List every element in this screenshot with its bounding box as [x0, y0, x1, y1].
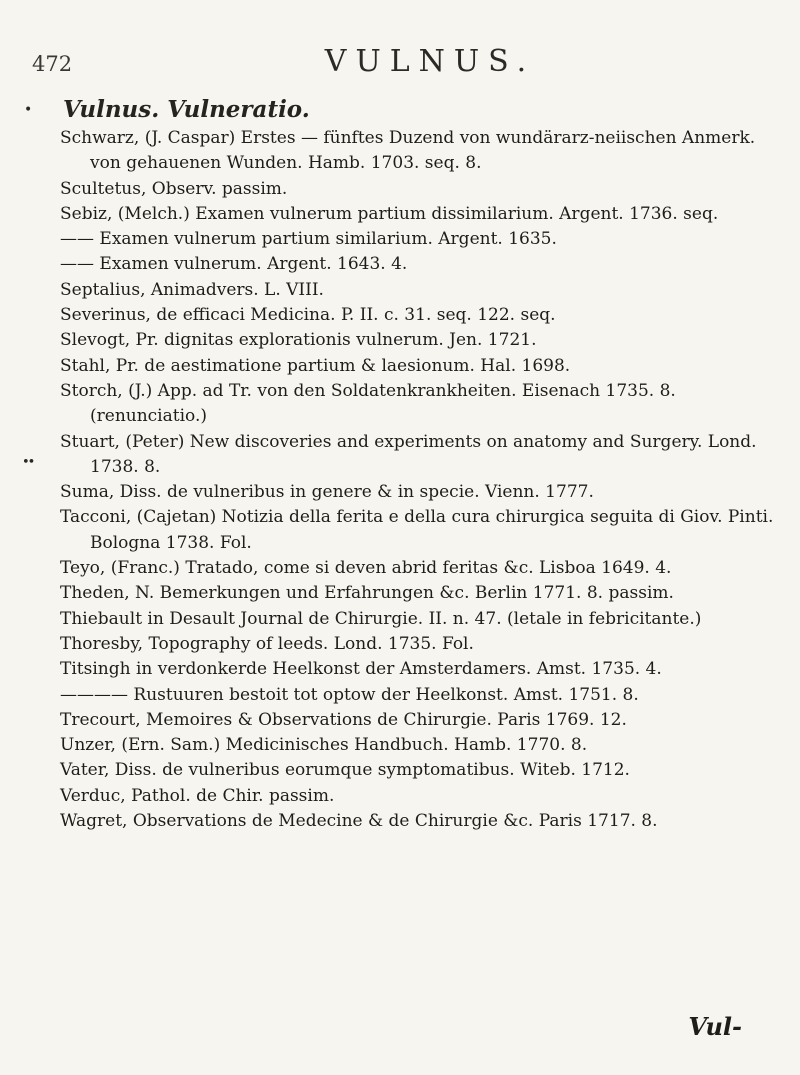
bibliography-entry: Thoresby, Topography of leeds. Lond. 1735. Fol. [60, 633, 474, 654]
bibliography-entry: Titsingh in verdonkerde Heelkonst der Amsterdamers. Amst. 1735. 4. [60, 659, 662, 680]
bibliography-entry: Theden, N. Bemerkungen und Erfahrungen &c. Berlin 1771. 8. passim. [60, 583, 674, 604]
bibliography-entry: Sebiz, (Melch.) Examen vulnerum partium dissimilarium. Argent. 1736. seq. [60, 203, 719, 224]
bibliography-entry: Trecourt, Memoires & Observations de Chirurgie. Paris 1769. 12. [60, 709, 627, 730]
section-title: Vulnus. Vulneratio. [63, 96, 310, 123]
page-number: 472 [32, 52, 73, 76]
bibliography-entry: —— Examen vulnerum. Argent. 1643. 4. [60, 254, 408, 275]
bibliography-entry: Vater, Diss. de vulneribus eorumque symptomatibus. Witeb. 1712. [60, 760, 630, 781]
page-header [0, 44, 800, 84]
bibliography-entry: Tacconi, (Cajetan) Notizia della ferita e della cura chirurgica seguita di Giov. Pinti. Bologna 1738. Fol. [60, 507, 774, 553]
bibliography-entry: Slevogt, Pr. dignitas explorationis vulnerum. Jen. 1721. [60, 330, 537, 351]
margin-marker: •• [22, 455, 34, 470]
bibliography-entry: Verduc, Pathol. de Chir. passim. [60, 785, 335, 806]
bibliography-entry: Schwarz, (J. Caspar) Erstes — fünftes Duzend von wundärarz-neiischen Anmerk. von gehauenen Wunden. Hamb. 1703. seq. 8. [60, 128, 756, 174]
bibliography-entry: Suma, Diss. de vulneribus in genere & in specie. Vienn. 1777. [60, 482, 594, 503]
margin-marker: • [24, 102, 33, 118]
bibliography-entry: Septalius, Animadvers. L. VIII. [60, 279, 324, 300]
bibliography-entry: Severinus, de efficaci Medicina. P. II. c. 31. seq. 122. seq. [60, 305, 556, 326]
bibliography-entry: —— Examen vulnerum partium similarium. Argent. 1635. [60, 229, 557, 250]
bibliography-entry: Scultetus, Observ. passim. [60, 178, 288, 199]
bibliography-entry: Storch, (J.) App. ad Tr. von den Soldatenkrankheiten. Eisenach 1735. 8. (renunciatio.) [60, 380, 676, 427]
bibliography-list [60, 126, 784, 834]
bibliography-entry: Teyo, (Franc.) Tratado, come si deven abrid feritas &c. Lisboa 1649. 4. [60, 558, 672, 579]
bibliography-entry: Unzer, (Ern. Sam.) Medicinisches Handbuch. Hamb. 1770. 8. [60, 735, 588, 756]
bibliography-entry: ———— Rustuuren bestoit tot optow der Heelkonst. Amst. 1751. 8. [60, 684, 639, 705]
bibliography-entry: Stahl, Pr. de aestimatione partium & laesionum. Hal. 1698. [60, 355, 571, 376]
bibliography-entry: Thiebault in Desault Journal de Chirurgie. II. n. 47. (letale in febricitante.) [60, 608, 702, 629]
catchword: Vul- [688, 1012, 742, 1041]
bibliography-entry: Wagret, Observations de Medecine & de Chirurgie &c. Paris 1717. 8. [60, 811, 658, 832]
bibliography-entry: Stuart, (Peter) New discoveries and experiments on anatomy and Surgery. Lond. 1738. 8. [60, 431, 757, 477]
running-title: VULNUS. [324, 44, 536, 79]
